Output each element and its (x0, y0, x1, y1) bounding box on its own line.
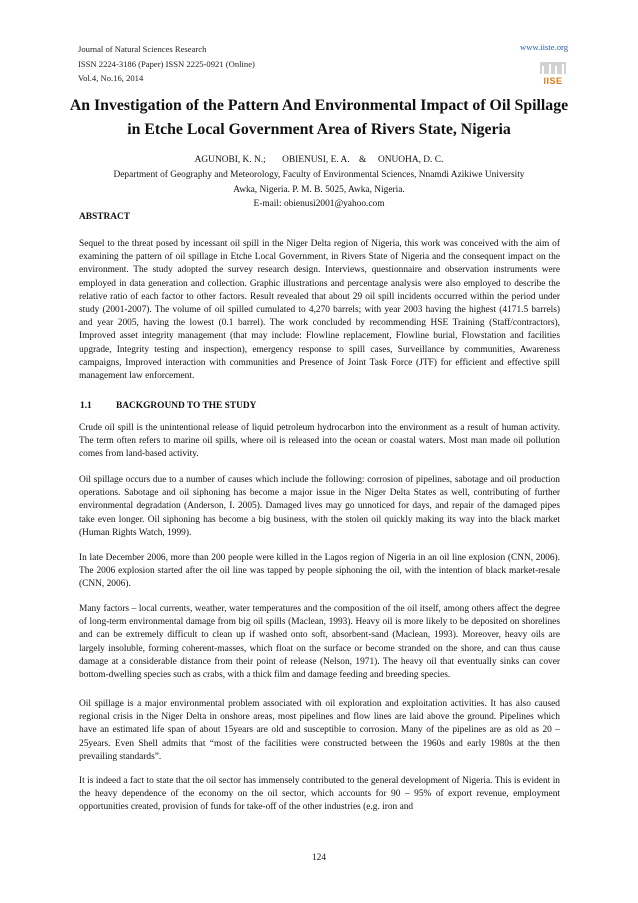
body-paragraph-2: Oil spillage occurs due to a number of causes which include the following: corrosion of pipelines, sabotage and oil production operations. Sabotage and oil siphoning has become a major issue in the Niger Delta States as well, contributing of further environmental degradation (Anderson, I. 2005). Damaged lives may go unnoticed for days, and repair of the damaged pipes take even longer. Oil siphoning has become a big business, with the stolen oil quickly making its way into the black market (Human Rights Watch, 1999). (79, 475, 560, 538)
abstract-text: Sequel to the threat posed by incessant oil spill in the Niger Delta region of Nigeria, this work was conceived with the aim of examining the pattern of oil spillage in Etche Local Government, in Rivers State of Nigeria and the consequent impact on the environment. The study adopted the survey research design. Interviews, questionnaire and observation instruments were employed in data generation and collection. Graphic illustrations and percentage analysis were also employed to describe the relative ratio of each factor to other factors. Result revealed that about 29 oil spill incidents occurred within the period under study (2001-2007). The volume of oil spilled cumulated to 4,270 barrels; with year 2003 having the highest (4171.5 barrels) and year 2005, having the lowest (0.1 barrel). The work concluded by recommending HSE Training (Staff/contractors), Improved asset integrity management (that may include: Flowline replacement, Flowline burial, Flowstation and facilities upgrade, Integrity testing and inspection), emergency response to spill cases, Surveillance by communities, Awareness campaigns, Improved interaction with communities and Presence of Joint Task Force (JTF) for efficient and effective spill management law enforcement. (79, 239, 560, 382)
journal-issn: ISSN 2224-3186 (Paper) ISSN 2225-0921 (Online) (78, 58, 255, 69)
section-number: 1.1 (80, 401, 92, 411)
journal-url-link[interactable]: www.iiste.org (520, 42, 568, 52)
page-number: 124 (311, 853, 327, 863)
logo-building-icon (540, 62, 566, 74)
journal-name: Journal of Natural Sciences Research (78, 44, 207, 54)
affiliation: Department of Geography and Meteorology, Faculty of Environmental Sciences, Nnamdi Azikiwe University (113, 170, 525, 180)
section-title: BACKGROUND TO THE STUDY (116, 401, 257, 411)
abstract-heading: ABSTRACT (79, 212, 131, 222)
affiliation-address: Awka, Nigeria. P. M. B. 5025, Awka, Nigeria. (233, 184, 405, 195)
body-paragraph-6: It is indeed a fact to state that the oil sector has immensely contributed to the general development of Nigeria. This is evident in the heavy dependence of the economy on the oil sector, which accounts for 90 – 95% of export revenue, employment opportunities created, provision of funds for take-off of the other industries (e.g. iron and (79, 776, 560, 813)
journal-volume: Vol.4, No.16, 2014 (78, 73, 144, 83)
author-affiliation-block (66, 168, 572, 212)
iiste-logo (538, 60, 568, 86)
body-paragraph-4: Many factors – local currents, weather, water temperatures and the composition of the oil itself, among others affect the degree of long-term environmental damage from big oil spills (Maclean, 1993). Heavy oil is more likely to be deposited on shorelines and can be extremely difficult to clean up if washed onto soft, absorbent-sand (Maclean, 1993). Moreover, heavy oils are largely insoluble, forming coherent-masses, which float on the surface or become stranded on the shore, and can thus cause damage at a considerable distance from their point of release (Nelson, 1971). The heavy oil that eventually sinks can cover bottom-dwelling species such as crabs, with a thick film and damage feeding and breeding species. (79, 604, 560, 681)
body-paragraph-3: In late December 2006, more than 200 people were killed in the Lagos region of Nigeria in an oil line explosion (CNN, 2006). The 2006 explosion started after the oil line was tapped by people siphoning the oil, with the intention of black market-resale (CNN, 2006). (79, 553, 560, 590)
body-paragraph-1: Crude oil spill is the unintentional release of liquid petroleum hydrocarbon into the environment as a result of human activity. The term often refers to marine oil spills, where oil is released into the ocean or coastal waters. Most man made oil pollution comes from land-based activity. (79, 423, 560, 460)
contact-email: E-mail: obienusi2001@yahoo.com (253, 199, 385, 209)
journal-header (78, 42, 255, 86)
paper-title: An Investigation of the Pattern And Environmental Impact of Oil Spillage in Etche Local Government Area of Rivers State, Nigeria (69, 97, 569, 138)
paper-authors: AGUNOBI, K. N.; OBIENUSI, E. A. & ONUOHA, D. C. (194, 155, 444, 165)
logo-text: IISE (543, 76, 563, 86)
body-paragraph-5: Oil spillage is a major environmental problem associated with oil exploration and exploitation activities. It has also caused regional crisis in the Niger Delta in onshore areas, most pipelines and flow lines are laid above the ground. Pipelines which have an estimated life span of about 15years are old and susceptible to corrosion. Many of the pipelines are as old as 20 – 25years. Even Shell admits that “most of the facilities were constructed between the 1960s and early 1980s at the then prevailing standards”. (79, 699, 560, 762)
